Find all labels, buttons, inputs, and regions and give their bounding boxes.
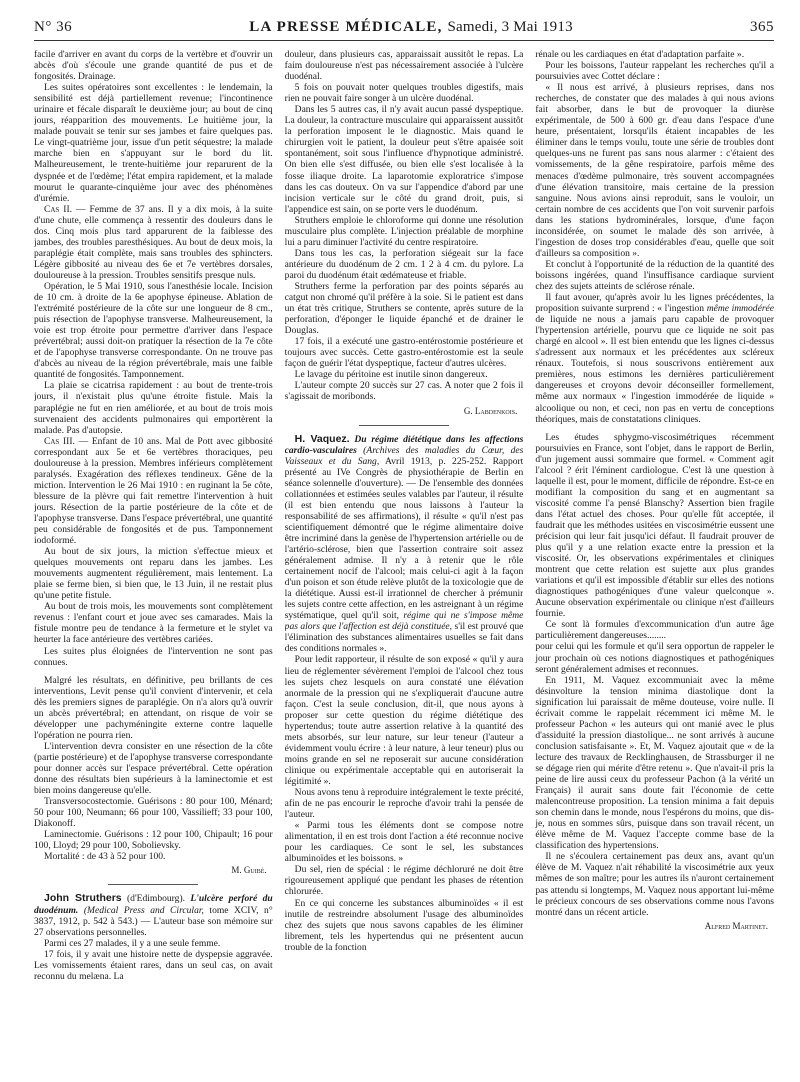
paragraph: Nous avons tenu à reproduire intégralement le texte précité, afin de ne pas encourir le reproche d'avoir trahi la pensée de l'auteur. — [284, 787, 524, 821]
issue-date: Samedi, 3 Mai 1913 — [447, 18, 573, 35]
review-heading — [34, 893, 273, 937]
page-header — [34, 16, 774, 38]
case-label: Cas III. — [44, 435, 75, 447]
case-label: Cas II. — [44, 203, 73, 215]
paragraph: La plaie se cicatrisa rapidement : au bout de trente-trois jours, il n'existait plus qu'une étroite fistule. Mais la paraplégie ne fut en rien améliorée, et au bout de trois mois survenaient des accidents pulmonaires qui emportèrent la malade. Pas d'autopsie. — [34, 380, 273, 436]
paragraph: facile d'arriver en avant du corps de la vertèbre et d'ouvrir un abcès d'où s'écoule une grande quantité de pus et de fongosités. Drainage. — [34, 49, 273, 83]
paragraph: rénale ou les cardiaques en état d'adaptation parfaite ». — [535, 49, 745, 60]
paragraph: Malgré les résultats, en définitive, peu brillants de ces interventions, Levit pense qu'il convient d'intervenir, et cela dès les premiers signes de paraplégie. On n'a alors qu'à ouvrir un abcès prévertébral; en attendant, on risque de voir se développer une pachyméningite externe contre laquelle l'opération ne pourra rien. — [34, 674, 273, 741]
review-source-details: tome XCIV, n° 3837, 1912, p. 542 à 543.) — L'auteur base son mémoire sur 27 observations personnelles. — [34, 904, 273, 938]
review-location: (d'Edimbourg). — [121, 893, 191, 905]
paragraph: Les suites plus éloignées de l'intervention ne sont pas connues. — [34, 645, 273, 668]
review-quote-italic: régime qui ne s'impose même pas alors que l'affection est déjà constituée, — [284, 610, 524, 633]
review-author: John Struthers — [44, 892, 122, 905]
spacer — [34, 668, 273, 675]
separator — [359, 425, 449, 426]
paragraph: Dans les 5 autres cas, il n'y avait aucun passé dyspeptique. La douleur, la contracture musculaire qui apparaissent aussitôt la perforation imposent le le diagnostic. Mais quand le chirurgien voit le patient, la douleur peut s'être apaisée soit spontanément, soit sous l'influence d'hypnotique administré. On bien elle s'est diffusée, ou bien elle s'est localisée à la fosse iliaque droite. La laparotomie exploratrice s'impose dans les cas douteux. On va sur l'appendice d'abord par une incision verticale sur le côté du grand droit, puis, si l'appendice est sain, on se porte vers le duodénum. — [284, 104, 524, 215]
paragraph: Dans tous les cas, la perforation siégeait sur la face antérieure du duodénum de 2 cm. 1 2 à 4 cm. du pylore. La paroi du duodénum était œdémateuse et friable. — [284, 247, 524, 281]
paragraph — [535, 619, 774, 641]
text-run: Ce sont là formules d'excommunication d'un autre âge particulièrement dangereuses — [535, 619, 775, 642]
signature: Alfred Martinet. — [704, 920, 769, 931]
review-heading — [285, 434, 524, 655]
review-source: (Medical Press and Circular, — [78, 904, 204, 916]
paragraph: Transversocostectomie. Guérisons : 80 pour 100, Ménard; 50 pour 100, Neumann; 66 pour 100, Vassilieff; 33 pour 100, Diakonoff. — [34, 796, 273, 830]
paragraph: pour celui qui les formule et qu'il sera opportun de rappeler le jour prochain où ces notions diagnostiques et pathogéniques seront généralement admises et reconnues. — [535, 641, 775, 675]
column-2 — [285, 49, 524, 1076]
issue-number: N° 36 — [34, 18, 73, 35]
paragraph: Au bout de trois mois, les mouvements sont complètement revenus : l'enfant court et joue avec ses camarades. Mais la fistule montre peu de tendance à la fermeture et le stylet va heurter la face antérieure des vertèbres cariées. — [34, 601, 273, 646]
review-title: Du régime diététique dans les affections cardio-vasculaires — [284, 433, 524, 456]
paragraph: Pour les boissons, l'auteur rappelant les recherches qu'il a poursuivies avec Cottet déclare : — [535, 60, 775, 83]
emphasis: même immodérée — [706, 303, 775, 315]
review-title: L'ulcère perforé du duodénum. — [34, 893, 273, 916]
header-rule — [34, 40, 774, 41]
text-run: Il faut avouer, qu'après avoir lu les lignes précédentes, la proposition suivante surprend : « l'ingestion — [535, 292, 775, 315]
paragraph: Parmi ces 27 malades, il y a une seule femme. — [44, 937, 221, 949]
paragraph: 5 fois on pouvait noter quelques troubles digestifs, mais rien ne pouvait faire songer à un ulcère duodénal. — [284, 82, 524, 105]
journal-title — [249, 19, 572, 36]
paragraph: Struthers emploie le chloroforme qui donne une résolution musculaire plus complète. L'injection préalable de morphine lui a paru diminuer l'activité du centre respiratoire. — [284, 214, 524, 248]
paragraph: Et conclut à l'opportunité de la réduction de la quantité des boissons ingérées, quand l'insuffisance cardiaque survient chez des sujets atteints de sclérose rénale. — [535, 258, 775, 292]
separator — [108, 884, 198, 885]
paragraph: L'intervention devra consister en une résection de la côte (partie postérieure) et de l'apophyse transverse correspondante pour donner accès sur l'espace prévertébral. Cette opération donne des résultats bien supérieurs à la laminectomie et est bien moins dangereuse qu'elle. — [34, 740, 273, 797]
paragraph — [34, 204, 273, 281]
paragraph: Au bout de six jours, la miction s'effectue mieux et quelques mouvements ont reparu dans les jambes. Les mouvements augmentent régulièrement, mais lentement. La plaie se ferme bien, si bien que, le 13 Juin, il ne restait plus qu'une petite fistule. — [34, 546, 273, 602]
review-author: H. Vaquez. — [294, 432, 350, 445]
paragraph: Du sel, rien de spécial : le régime déchloruré ne doit être rigoureusement appliqué que pendant les phases de rétention chlorurée. — [284, 864, 524, 898]
signature: M. Guibé. — [231, 865, 267, 876]
journal-name: LA PRESSE MÉDICALE, — [249, 18, 443, 35]
paragraph: Struthers ferme la perforation par des points séparés au catgut non chromé qu'il préfère à la soie. Si le patient est dans un état très critique, Struthers se contente, après suture de la perforation, d'éponger le liquide épanché et de drainer le Douglas. — [284, 280, 524, 337]
column-3 — [535, 49, 774, 1076]
paragraph: L'auteur compte 20 succès sur 27 cas. A noter que 2 fois il s'agissait de moribonds. — [284, 380, 524, 403]
paragraph: Laminectomie. Guérisons : 12 pour 100, Chipault; 16 pour 100, Lloyd; 29 pour 100, Sobolievsky. — [34, 829, 273, 852]
review-quote-end: s'il est prouvé que l'élimination des substances alimentaires usuelles se fait dans des conditions normales ». — [284, 621, 524, 655]
case-text: — Enfant de 10 ans. Mal de Pott avec gibbosité correspondant aux 5e et 6e vertèbres thoraciques, peu douloureuse à la pression. Membres inférieurs complètement paralysés. Exagération des réflexes tendineux. Gêne de la miction. Intervention le 26 Mai 1910 : en ruginant la 5e côte, blessure de la plèvre qui fait remettre l'intervention à huit jours. Résection de la partie postérieure de la côte et de l'apophyse transverse. Dans l'espace prévertébral, une quantité peu considérable de fongosités et de pus. Tamponnement iodoformé. — [34, 435, 273, 547]
paragraph: Opération, le 5 Mai 1910, sous l'anesthésie locale. Incision de 10 cm. à droite de la 6e apophyse épineuse. Ablation de l'extrémité postérieure de la côte sur une longueur de 8 cm., puis résection de l'apophyse transverse. Malheureusement, la voie est trop étroite pour permettre d'arriver dans l'espace prévertébral; aussi doit-on pratiquer la résection de la 7e côte et de l'apophyse transverse correspondante. On ne trouve pas d'abcès au niveau de la région prévertébrale, mais une faible quantité de fongosités. Tamponnement. — [34, 280, 273, 381]
review-source-details: Avril 1913, p. 225-252. Rapport présenté au IVe Congrès de physiothérapie de Berlin en séance solennelle d'ouverture). — De l'ensemble des données collationnées et estimées seules valables par l'auteur, il résulte (il est bien entendu que nous laissons à l'auteur la responsabilité de ses affirmations), il résulte « qu'il n'est pas scientifiquement démontré que le régime alimentaire doive être incriminé dans la genèse de l'hypertension artérielle ou de l'artério-sclérose, bien que l'assertion contraire soit assez généralement admise. Il n'y a à retenir que le rôle certainement nocif de l'alcool; mais celui-ci agit à la façon d'un poison et son étude relève plutôt de la toxicologie que de la diététique. Aussi est-il irrationnel de chercher à prémunir les sujets contre cette affection, en les astreignant à un régime systématique, quel qu'il soit, — [284, 455, 524, 622]
paragraph: Le lavage du péritoine est inutile sinon dangereux. — [294, 369, 488, 381]
paragraph: « Parmi tous les éléments dont se compose notre alimentation, il en est trois dont l'action a été reconnue nocive pour les cardiaques. Ce sont le sel, les substances albuminoïdes et les boissons. » — [284, 820, 524, 865]
page-number: 365 — [749, 18, 774, 35]
paragraph: Il ne s'écoulera certainement pas deux ans, avant qu'un élève de M. Vaquez n'ait réhabilité la viscosimétrie aux yeux mêmes de son maître; pour les autres ils n'auront certainement pas attendu si longtemps, M. Vaquez nous apportant lui-même le précieux concours de ses observations comme nous l'avons montré dans un récent article. — [535, 851, 775, 918]
paragraph: Les études sphygmo-viscosimétriques récemment poursuivies en France, sont l'objet, dans le rapport de Berlin, d'un jugement aussi sommaire que formel. « Comment agit l'alcool ? érit l'éminent cardiologue. C'est là une question à laquelle il est, pour le moment, difficile de répondre. Est-ce en modifiant la composition du sang et en augmentant sa viscosité comme l'a pensé Blanschy? Assertion bien fragile dans l'état actuel des choses. Pour qu'elle fût acceptée, il faudrait que les méthodes usitées en viscosimétrie eussent une précision qui leur fait jusqu'ici défaut. Il faudrait prouver de plus qu'il y a une relation exacte entre la pression et la viscosité. Or, les observations expérimentales et cliniques montrent que cette relation est sujette aux plus grandes variations et qu'il est impossible d'établir sur elles des notions diagnostiques pathogéniques d'une valeur quelconque ». Aucune observation expérimentale ou clinique n'est d'ailleurs fournie. — [535, 431, 775, 620]
review-source: (Archives des maladies du Cœur, des Vaisseaux et du Sang, — [284, 444, 524, 467]
case-text: — Femme de 37 ans. Il y a dix mois, à la suite d'une chute, elle commença à ressentir des douleurs dans le dos. Cinq mois plus tard apparurent de la faiblesse des jambes, des troubles paresthésiques. Au bout de deux mois, la paraplégie était complète, mais sans troubles des sphincters. Légère gibbosité au niveau des 6e et 7e vertèbres dorsales, douloureuse à la pression. Troubles sensitifs presque nuls. — [34, 203, 273, 281]
paragraph: En 1911, M. Vaquez excommuniait avec la même désinvolture la tension minima diastolique dont la signification lui paraissait de même douteuse, voire nulle. Il écrivait comme le rappelait récemment ici même M. le professeur Pachon « les auteurs qui ont manié avec le plus d'assiduité la pression diastolique... ne sont arrivés à aucune conclusion satisfaisante ». Et, M. Vaquez ajoutait que « de la lecture des travaux de Recklinghausen, de Strassburger il ne se dégage rien qui mérite d'être retenu ». Que n'avait-il pris la peine de lire aussi ceux du professeur Pachon (à la vérité un Français) il aurait sans doute fait l'économie de cette malencontreuse proposition. La tension minima a fait depuis son chemin dans le monde, nous l'espérons du moins, que dis-je, nous en sommes sûrs, puisque dans son travail récent, un élève même de M. Vaquez l'accepte comme base de la classification des hypertensions. — [535, 674, 775, 852]
paragraph: En ce qui concerne les substances albuminoïdes « il est inutile de restreindre absolument l'usage des albuminoïdes chez des sujets que nous savons capables de les éliminer librement, tels les hypertendus qui ne présentent aucun trouble de la fonction — [284, 897, 524, 953]
text-run: de liquide ne nous a jamais paru capable de provoquer l'hypertension artérielle, pourvu que ce liquide ne soit pas chargé en alcool ». Il est bien entendu que les lignes ci-dessus s'adressent aux normaux et les précédentes aux scléreux rénaux. Toutefois, si nous souscrivons entièrement aux premières, nous estimons les dernières particulièrement dangereuses et croyons devoir déconseiller formellement, même aux normaux « l'ingestion immodérée de liquide » alcoolique ou non, et ceci, non pas en vertu de conceptions théoriques, mais de constatations cliniques. — [535, 314, 775, 425]
spacer — [535, 425, 774, 432]
column-1 — [34, 49, 273, 1076]
paragraph — [535, 292, 774, 425]
paragraph — [34, 436, 273, 546]
paragraph: Mortalité : de 43 à 52 pour 100. — [44, 851, 166, 863]
paragraph: Les suites opératoires sont excellentes : le lendemain, la sensibilité est déjà partiellement revenue; l'incontinence urinaire et fécale disparaît le deuxième jour; au bout de cinq jours, réapparition des mouvements. Le huitième jour, la malade pouvait se tenir sur ses jambes et faire quelques pas. Le vingt-quatrième jour, issue d'un petit séquestre; la malade marche bien en s'appuyant sur le bord du lit. Malheureusement, le trente-huitième jour reparurent de la dyspnée et de l'œdème; l'état empira rapidement, et la malade mourut le quarante-cinquième jour avec des phénomènes d'urémie. — [34, 82, 273, 204]
signature: G. Labdenkois. — [463, 405, 518, 416]
paragraph: « Il nous est arrivé, à plusieurs reprises, dans nos recherches, de constater que des malades à qui nous avions fait absorber, dans le but de provoquer la diurèse expérimentale, de 500 à 600 gr. d'eau dans l'espace d'une heure, présentaient, lorsqu'ils étaient incapables de les éliminer dans le temps voulu, toute une série de troubles dont quelques-uns ne furent pas sans nous alarmer : c'étaient des vomissements, de la gêne respiratoire, parfois même des menaces d'œdème pulmonaire, très souvent accompagnées d'une élévation transitoire, mais certaine de la pression sanguine. Nous avions ainsi reproduit, sans le vouloir, un certain nombre de ces accidents que l'on voit survenir parfois dans les stations hydrominérales, lorsque, d'une façon inconsidérée, on soumet le malade dès son arrivée, à l'ingestion de doses trop considérables d'eau, quelle que soit d'ailleurs sa composition ». — [535, 82, 775, 259]
text-columns — [34, 49, 774, 1076]
paragraph: 17 fois, il a exécuté une gastro-entérostomie postérieure et toujours avec succès. Cette gastro-entérostomie est la seule façon de guérir l'état dyspeptique, facteur d'autres ulcères. — [284, 336, 524, 370]
paragraph: douleur, dans plusieurs cas, apparaissait aussitôt le repas. La faim douloureuse n'est pas nécessairement associée à l'ulcère duodénal. — [284, 49, 524, 83]
ellipsis-dots: ........ — [646, 630, 667, 642]
paragraph: 17 fois, il y avait une histoire nette de dyspepsie aggravée. Les vomissements étaient rares, dans un seul cas, on avait reconnu du melæna. La — [34, 948, 273, 982]
paragraph: Pour ledit rapporteur, il résulte de son exposé « qu'il y aura lieu de réglementer sévèrement l'emploi de l'alcool chez tous les sujets chez lesquels on aura constaté une élévation anormale de la pression qui ne s'expliquerait d'aucune autre façon. C'est la seule conclusion, dit-il, que nous ayons à proposer sur cette question du régime diététique des hypertendus; toute autre assertion relative à la quantité des mets absorbés, sur leur nature, sur leur teneur (l'auteur a évidemment voulu écrire : à leur nature, à leur teneur) plus ou moins grande en sel ne reposerait sur aucune considération clinique ou expérimentale acceptable qui en autoriserait la légitimité ». — [284, 654, 524, 787]
